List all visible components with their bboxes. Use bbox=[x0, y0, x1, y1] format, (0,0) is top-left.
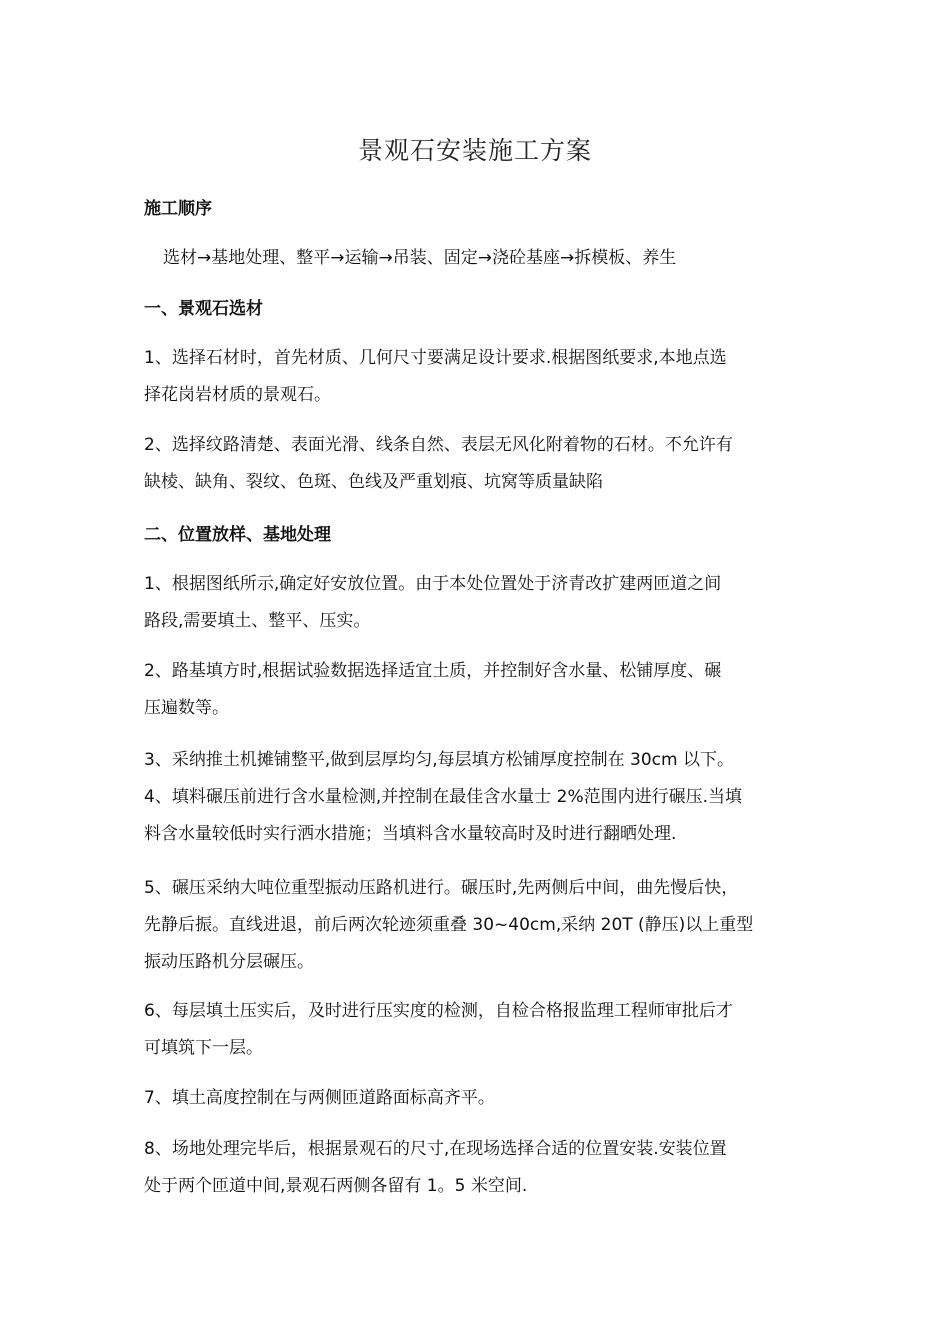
paragraph bbox=[144, 566, 814, 640]
paragraph bbox=[144, 993, 814, 1067]
paragraph bbox=[144, 427, 814, 501]
paragraph-line: 择花岗岩材质的景观石。 bbox=[144, 385, 331, 405]
paragraph-line: 2、路基填方时,根据试验数据选择适宜土质，并控制好含水量、松铺厚度、碾 bbox=[144, 661, 722, 681]
paragraph-line: 1、选择石材时，首先材质、几何尺寸要满足设计要求.根据图纸要求,本地点选 bbox=[144, 348, 727, 368]
paragraph-line: 振动压路机分层碾压。 bbox=[144, 952, 314, 972]
paragraph-line: 先静后振。直线进退，前后两次轮迹须重叠 30~40cm,采纳 20T (静压)以上重型 bbox=[144, 915, 754, 935]
paragraph-line: 3、采纳推土机摊铺整平,做到层厚均匀,每层填方松铺厚度控制在 30cm 以下。 bbox=[144, 750, 734, 770]
paragraph-line: 可填筑下一层。 bbox=[144, 1038, 263, 1058]
section-heading-stone-selection: 一、景观石选材 bbox=[144, 299, 263, 319]
section-heading-layout-foundation: 二、位置放样、基地处理 bbox=[144, 525, 331, 545]
paragraph bbox=[144, 742, 814, 853]
paragraph bbox=[144, 653, 814, 727]
paragraph-line: 处于两个匝道中间,景观石两侧各留有 1。5 米空间. bbox=[144, 1176, 528, 1196]
paragraph-line: 2、选择纹路清楚、表面光滑、线条自然、表层无风化附着物的石材。不允许有 bbox=[144, 435, 733, 455]
paragraph bbox=[144, 870, 814, 981]
paragraph-line: 8、场地处理完毕后，根据景观石的尺寸,在现场选择合适的位置安装.安装位置 bbox=[144, 1139, 727, 1159]
paragraph-line: 压遍数等。 bbox=[144, 698, 229, 718]
paragraph-line: 缺棱、缺角、裂纹、色斑、色线及严重划痕、坑窝等质量缺陷 bbox=[144, 472, 603, 492]
paragraph-line: 料含水量较低时实行洒水措施；当填料含水量较高时及时进行翻晒处理. bbox=[144, 824, 677, 844]
paragraph bbox=[144, 340, 814, 414]
paragraph-line: 6、每层填土压实后，及时进行压实度的检测，自检合格报监理工程师审批后才 bbox=[144, 1001, 733, 1021]
paragraph bbox=[144, 1131, 814, 1205]
paragraph-line: 1、根据图纸所示,确定好安放位置。由于本处位置处于济青改扩建两匝道之间 bbox=[144, 574, 722, 594]
paragraph bbox=[144, 1080, 814, 1117]
paragraph-line: 路段,需要填土、整平、压实。 bbox=[144, 611, 371, 631]
section-heading-construction-sequence: 施工顺序 bbox=[144, 199, 212, 219]
paragraph-line: 5、碾压采纳大吨位重型振动压路机进行。碾压时,先两侧后中间，曲先慢后快， bbox=[144, 878, 739, 898]
paragraph-line: 7、填土高度控制在与两侧匝道路面标高齐平。 bbox=[144, 1088, 495, 1108]
paragraph-line: 4、填料碾压前进行含水量检测,并控制在最佳含水量士 2%范围内进行碾压.当填 bbox=[144, 787, 742, 807]
document-title: 景观石安装施工方案 bbox=[357, 136, 592, 165]
construction-flow-text: 选材→基地处理、整平→运输→吊装、固定→浇砼基座→拆模板、养生 bbox=[163, 248, 677, 268]
